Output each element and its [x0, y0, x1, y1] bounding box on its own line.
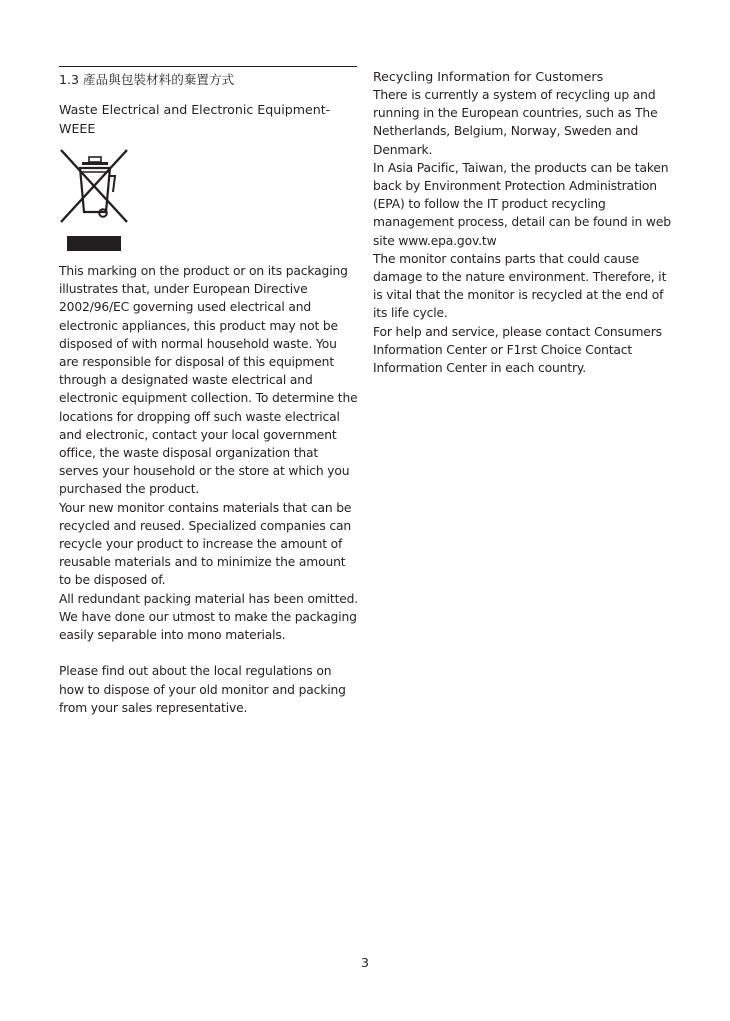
- section-top-rule: [59, 66, 357, 67]
- section-title-text: 產品與包裝材料的棄置方式: [83, 72, 235, 87]
- left-body-text: [59, 262, 359, 717]
- left-paragraph-2: Your new monitor contains materials that can be recycled and reused. Specialized companies can recycle your product to increase the amount of reusable materials and to minimize the amount to be disposed of.: [59, 500, 352, 588]
- page-number: 3: [360, 955, 369, 970]
- crossed-out-wheeled-bin-icon: [59, 148, 129, 224]
- right-paragraph-4: For help and service, please contact Consumers Information Center or F1rst Choice Contact Information Center in each country.: [373, 324, 662, 376]
- left-paragraph-4: Please find out about the local regulations on how to dispose of your old monitor and packing from your sales representative.: [59, 664, 346, 715]
- right-paragraph-2: In Asia Pacific, Taiwan, the products can be taken back by Environment Protection Administration (EPA) to follow the IT product recycling management process, detail can be found in web site www.epa.gov.tw: [373, 160, 671, 248]
- weee-solid-bar: [67, 236, 121, 251]
- section-title: [59, 69, 234, 88]
- right-paragraph-3: The monitor contains parts that could cause damage to the nature environment. Therefore, it is vital that the monitor is recycled at the end of its life cycle.: [373, 251, 667, 321]
- section-number: 1.3: [59, 72, 80, 87]
- paragraph-spacer: [59, 644, 359, 662]
- right-body-text: [373, 86, 673, 377]
- right-paragraph-1: There is currently a system of recycling up and running in the European countries, such as The Netherlands, Belgium, Norway, Sweden and Denmark.: [373, 88, 658, 157]
- left-paragraph-1: This marking on the product or on its packaging illustrates that, under European Directive 2002/96/EC governing used electrical and electronic appliances, this product may not be disposed of with normal household waste. You are responsible for disposal of this equipment through a designated waste electrical and electronic equipment collection. To determine the locations for dropping off such waste electrical and electronic, contact your local government office, the waste disposal organization that serves your household or the store at which you purchased the product.: [59, 264, 358, 497]
- recycling-heading: Recycling Information for Customers: [373, 69, 604, 84]
- weee-subheading: Waste Electrical and Electronic Equipment-WEEE: [59, 102, 331, 136]
- left-paragraph-3: All redundant packing material has been omitted. We have done our utmost to make the packaging easily separable into mono materials.: [59, 591, 359, 643]
